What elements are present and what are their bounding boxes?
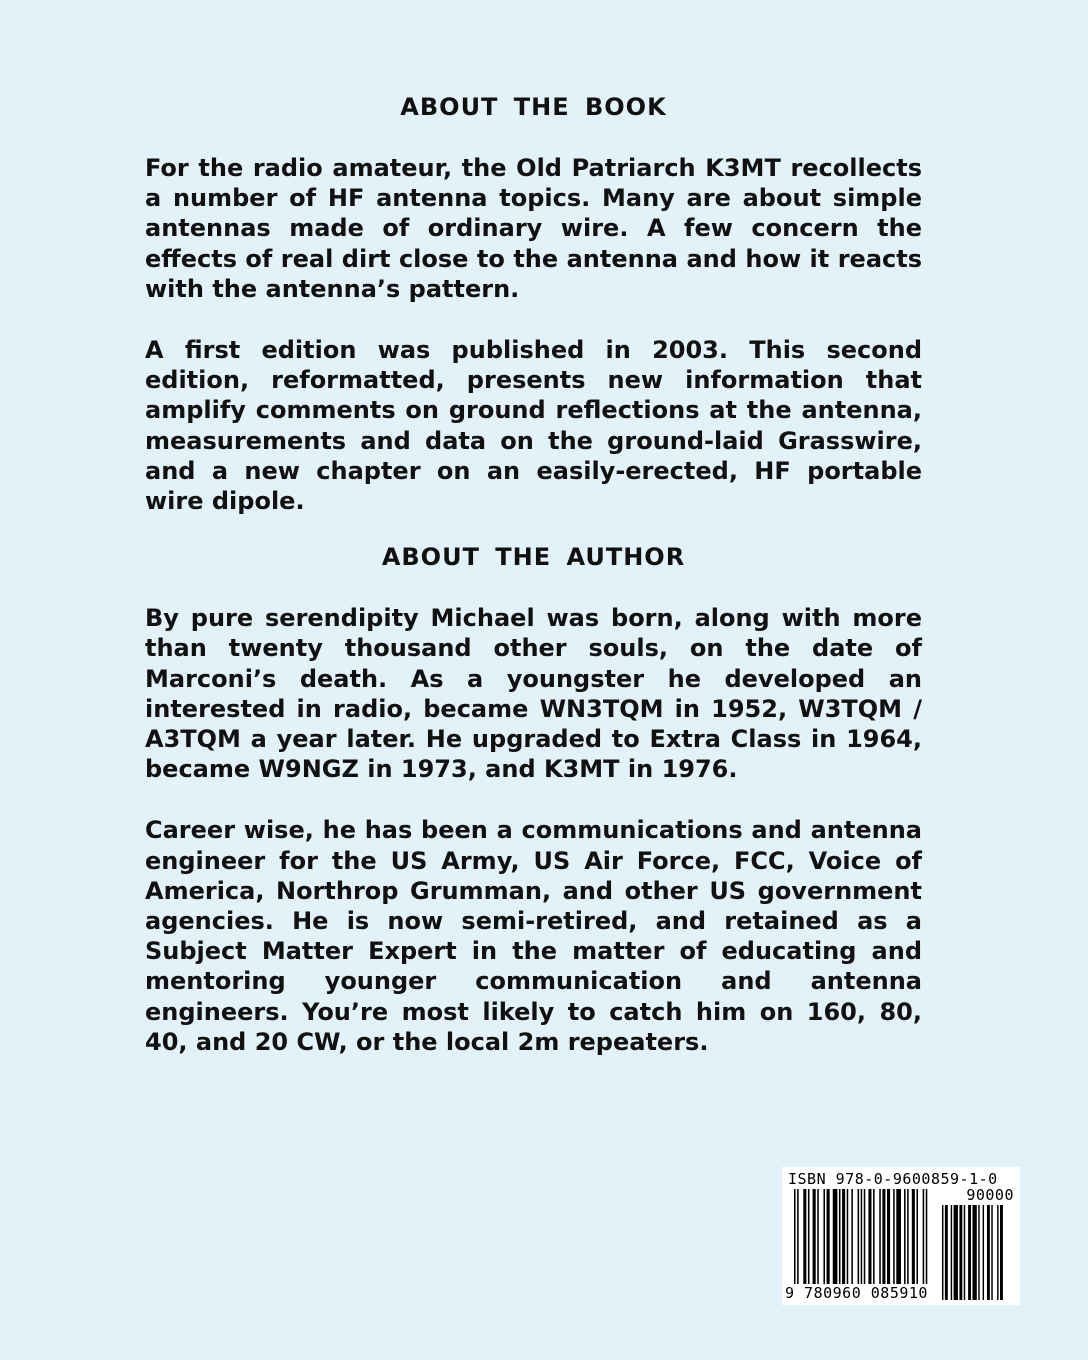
barcode-bar — [879, 1189, 881, 1287]
barcode-bar — [959, 1205, 962, 1300]
barcode-bar — [873, 1189, 875, 1287]
barcode-bar — [942, 1205, 943, 1300]
barcode-bar — [813, 1189, 816, 1287]
addon-barcode-bars — [942, 1205, 1014, 1300]
barcode-bar — [847, 1189, 849, 1287]
barcode-bar — [823, 1189, 825, 1287]
about-book-paragraph-1: For the radio amateur, the Old Patriarch K3MT recollects a number of HF antenna topics. Many are about simple antennas made of ordinary wire. A few concern the effects of real dirt close to the antenna and how it reacts with the antenna’s pattern. — [145, 154, 922, 303]
barcode-bar — [945, 1205, 948, 1300]
barcode-bar — [842, 1189, 845, 1287]
barcode-bar — [951, 1205, 952, 1300]
barcode-bar — [904, 1189, 906, 1287]
barcode-bar — [923, 1189, 925, 1287]
barcode-bar — [997, 1205, 998, 1300]
about-book-heading: ABOUT THE BOOK — [400, 93, 667, 121]
barcode-bar — [797, 1189, 799, 1287]
barcode-bar — [991, 1205, 992, 1300]
barcode-bar — [803, 1189, 806, 1287]
barcode-bar — [833, 1189, 838, 1287]
about-book-paragraph-2: A first edition was published in 2003. This second edition, reformatted, presents new information that amplify comments on ground reflections at the antenna, measurements and data on the ground-laid Grasswire, and a new chapter on an easily-erected, HF portable wire dipole. — [145, 336, 922, 516]
barcode-bar — [794, 1189, 796, 1287]
barcode-bar — [827, 1189, 830, 1287]
barcode-bar — [882, 1189, 885, 1287]
back-cover-text — [145, 90, 922, 1057]
ean-barcode-bars — [794, 1189, 935, 1287]
ean-digits: 9 780960 085910 — [785, 1284, 928, 1302]
barcode-bar — [893, 1189, 895, 1287]
barcode-bar — [861, 1189, 863, 1287]
isbn-label: ISBN 978-0-9600859-1-0 — [788, 1170, 998, 1188]
barcode-bar — [864, 1189, 866, 1287]
barcode-bar — [868, 1189, 871, 1287]
barcode-bar — [839, 1189, 841, 1287]
barcode-bar — [983, 1205, 984, 1300]
barcode-bar — [817, 1189, 819, 1287]
barcode-bar — [907, 1189, 909, 1287]
about-author-heading: ABOUT THE AUTHOR — [381, 543, 686, 572]
barcode-bar — [887, 1189, 890, 1287]
barcode-bar — [978, 1205, 979, 1300]
barcode-bar — [808, 1189, 810, 1287]
barcode-bar — [896, 1189, 901, 1287]
barcode-bar — [851, 1189, 853, 1287]
barcode-bar — [964, 1205, 965, 1300]
barcode-bar — [858, 1189, 860, 1287]
barcode-bar — [954, 1205, 958, 1300]
barcode-bar — [968, 1205, 971, 1300]
barcode-bar — [926, 1189, 928, 1287]
barcode-bar — [972, 1205, 976, 1300]
barcode-bar — [1000, 1205, 1003, 1300]
barcode-bar — [912, 1189, 915, 1287]
barcode-bar — [916, 1189, 918, 1287]
about-author-paragraph-2: Career wise, he has been a communications and antenna engineer for the US Army, US Air Force, FCC, Voice of America, Northrop Grumman, and other US government agencies. He is now semi-retired, and retained as a Subject Matter Expert in the matter of educating and mentoring younger communication and antenna engineers. You’re most likely to catch him on 160, 80, 40, and 20 CW, or the local 2m repeaters. — [145, 816, 922, 1056]
isbn-barcode — [782, 1167, 1020, 1305]
about-author-paragraph-1: By pure serendipity Michael was born, along with more than twenty thousand other souls, on the date of Marconi’s death. As a youngster he developed an interested in radio, became WN3TQM in 1952, W3TQM / A3TQM a year later. He upgraded to Extra Class in 1964, became W9NGZ in 1973, and K3MT in 1976. — [145, 604, 922, 784]
price-code: 90000 — [966, 1186, 1014, 1204]
barcode-bar — [987, 1205, 990, 1300]
